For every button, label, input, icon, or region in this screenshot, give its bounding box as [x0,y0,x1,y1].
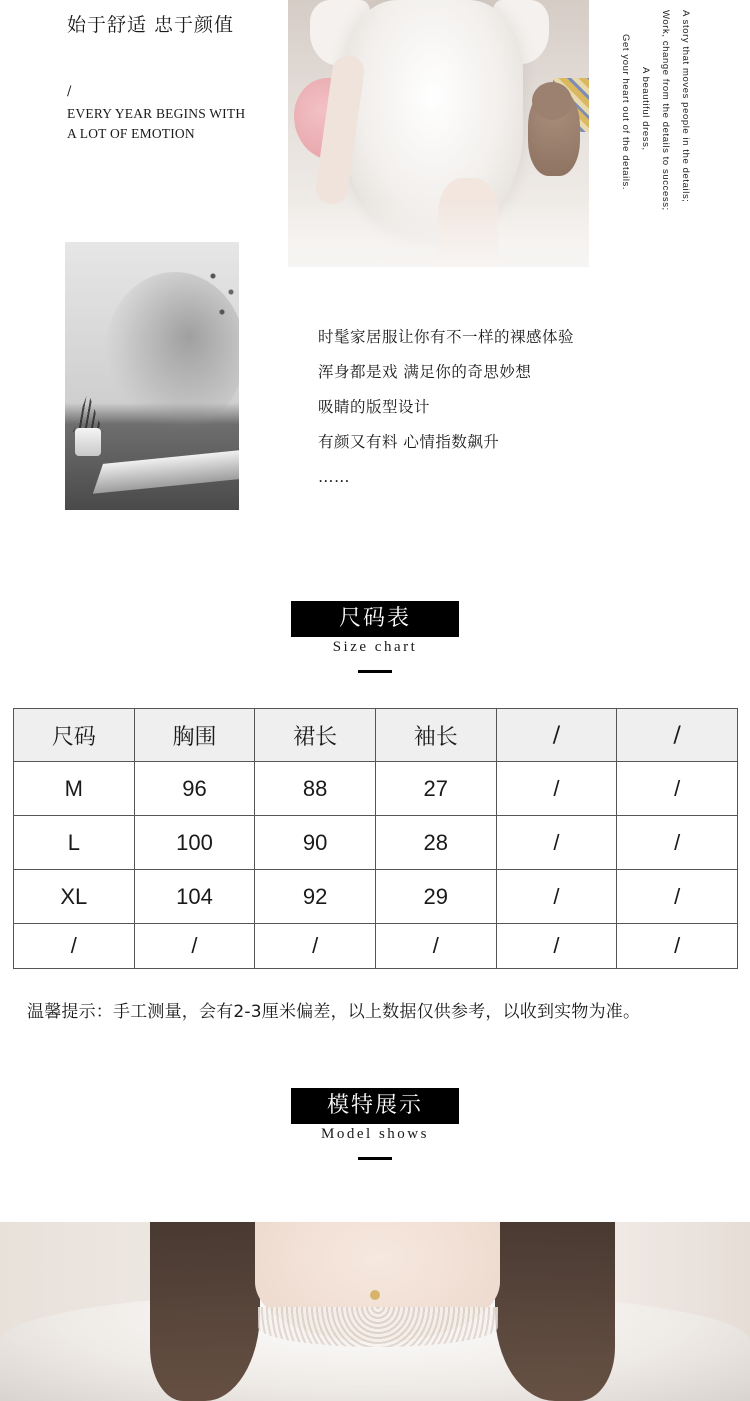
table-cell: 104 [134,870,255,924]
table-row [14,924,738,969]
vertical-caption-4: Get your heart out of the details. [620,34,631,191]
hair-right [495,1222,615,1401]
description-line: 浑身都是戏 满足你的奇思妙想 [318,363,532,381]
table-cell: / [375,924,496,969]
lace-neckline [258,1307,498,1347]
model-photo [0,1222,750,1401]
size-chart-subtitle: Size chart [332,639,418,655]
size-table [13,708,738,969]
measurement-tip: 温馨提示：手工测量，会有2-3厘米偏差，以上数据仅供参考，以收到实物为准。 [27,1002,641,1022]
table-row [14,762,738,816]
table-cell: / [255,924,376,969]
table-cell: 96 [134,762,255,816]
vertical-caption-2: Work, change from the details to success; [660,10,671,211]
dried-flowers [195,252,239,332]
still-life-photo [65,242,239,510]
description-line: 吸睛的版型设计 [318,398,431,416]
intro-slogan: 始于舒适 忠于颜值 [67,14,235,36]
potted-plant-leaves [73,392,103,432]
table-header-cell: / [496,709,617,762]
table-cell: 88 [255,762,376,816]
table-header-cell: 裙长 [255,709,376,762]
vertical-caption-1: A story that moves people in the details; [680,10,691,203]
table-cell: / [617,816,738,870]
table-header-cell: / [617,709,738,762]
table-cell: L [14,816,135,870]
table-cell: / [617,762,738,816]
table-cell: 28 [375,816,496,870]
table-cell: / [496,816,617,870]
description-line: 有颜又有料 心情指数飙升 [318,433,500,451]
size-chart-title: 尺码表 [291,601,459,637]
table-cell: 92 [255,870,376,924]
table-cell: / [496,870,617,924]
table-cell: 27 [375,762,496,816]
table-cell: / [134,924,255,969]
description-line: …… [318,468,350,486]
model-section-subtitle: Model shows [321,1126,429,1142]
table-header-row [14,709,738,762]
table-cell: M [14,762,135,816]
table-row [14,816,738,870]
magazine [93,448,239,494]
hair-left [150,1222,260,1401]
table-header-cell: 尺码 [14,709,135,762]
table-cell: / [617,870,738,924]
table-cell: / [496,924,617,969]
intro-english-tagline: EVERY YEAR BEGINS WITH A LOT OF EMOTION [67,106,246,141]
table-cell: 90 [255,816,376,870]
description-line: 时髦家居服让你有不一样的裸感体验 [318,328,575,346]
product-description [318,320,574,495]
size-chart-divider [358,670,392,673]
table-cell: XL [14,870,135,924]
table-cell: 100 [134,816,255,870]
table-header-cell: 袖长 [375,709,496,762]
hero-product-photo [288,0,589,267]
model-section-divider [358,1157,392,1160]
plant-pot [75,428,101,456]
table-cell: 29 [375,870,496,924]
fur-rug [288,200,589,267]
intro-slash: / [67,84,72,99]
table-cell: / [14,924,135,969]
table-row [14,870,738,924]
table-header-cell: 胸围 [134,709,255,762]
necklace-pendant [370,1290,380,1300]
table-cell: / [496,762,617,816]
model-section-title: 模特展示 [291,1088,459,1124]
table-cell: / [617,924,738,969]
vertical-caption-3: A beautiful dress, [640,67,651,151]
teddy-bear-head [532,82,572,120]
